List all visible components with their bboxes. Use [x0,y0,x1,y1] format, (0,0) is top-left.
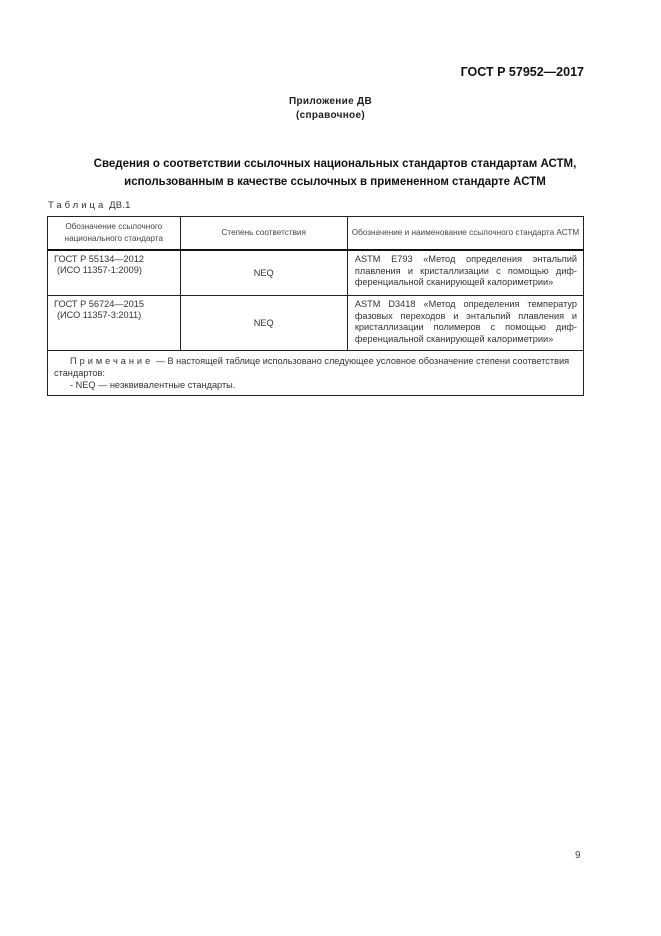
iso-code: (ИСО 11357-3:2011) [57,310,142,320]
correspondence-table [47,216,584,396]
gost-code: ГОСТ Р 56724—2015 [54,299,144,309]
section-title [40,155,630,191]
degree-cell: NEQ [180,296,347,351]
table-row [48,250,584,296]
note-text: — В настоящей таблице использовано следующее условное обозначение степени соответствия стандартов: [54,356,570,378]
table-row [48,296,584,351]
title-line-2: использованным в качестве ссылочных в примененном стандарте АСТМ [124,176,546,188]
gost-code: ГОСТ Р 55134—2012 [54,254,144,264]
table-caption [48,200,131,211]
header-astm-standard: Обозначение и наименование ссылочного стандарта АСТМ [347,217,583,251]
page-number: 9 [575,850,581,861]
appendix-type: (справочное) [296,110,365,121]
table-caption-id: ДВ.1 [109,200,131,211]
table-note-row [48,351,584,396]
national-standard-cell [48,296,181,351]
header-national-standard: Обозначение ссылочного национального стандарта [48,217,181,251]
table-caption-word: Таблица [48,200,107,211]
document-code: ГОСТ Р 57952—2017 [460,65,584,79]
national-standard-cell [48,250,181,296]
iso-code: (ИСО 11357-1:2009) [57,265,142,275]
astm-standard-cell: ASTM E793 «Метод определения энтальпий плавления и кристаллизации с помощью диф-ференциальной сканирующей калориметрии» [347,250,583,296]
note-item: - NEQ — неэквивалентные стандарты. [70,380,236,390]
appendix-label: Приложение ДВ [289,96,372,107]
degree-cell: NEQ [180,250,347,296]
table-header-row [48,217,584,251]
appendix-heading [0,95,661,123]
title-line-1: Сведения о соответствии ссылочных национальных стандартов стандартам АСТМ, [93,158,577,170]
table-note [48,351,584,396]
astm-standard-cell: ASTM D3418 «Метод определения температур фазовых переходов и энтальпий плавления и кристаллизации полимеров с помощью диф-ференциальной сканирующей калориметрии» [347,296,583,351]
header-degree: Степень соответствия [180,217,347,251]
note-label: Примечание [70,356,154,366]
